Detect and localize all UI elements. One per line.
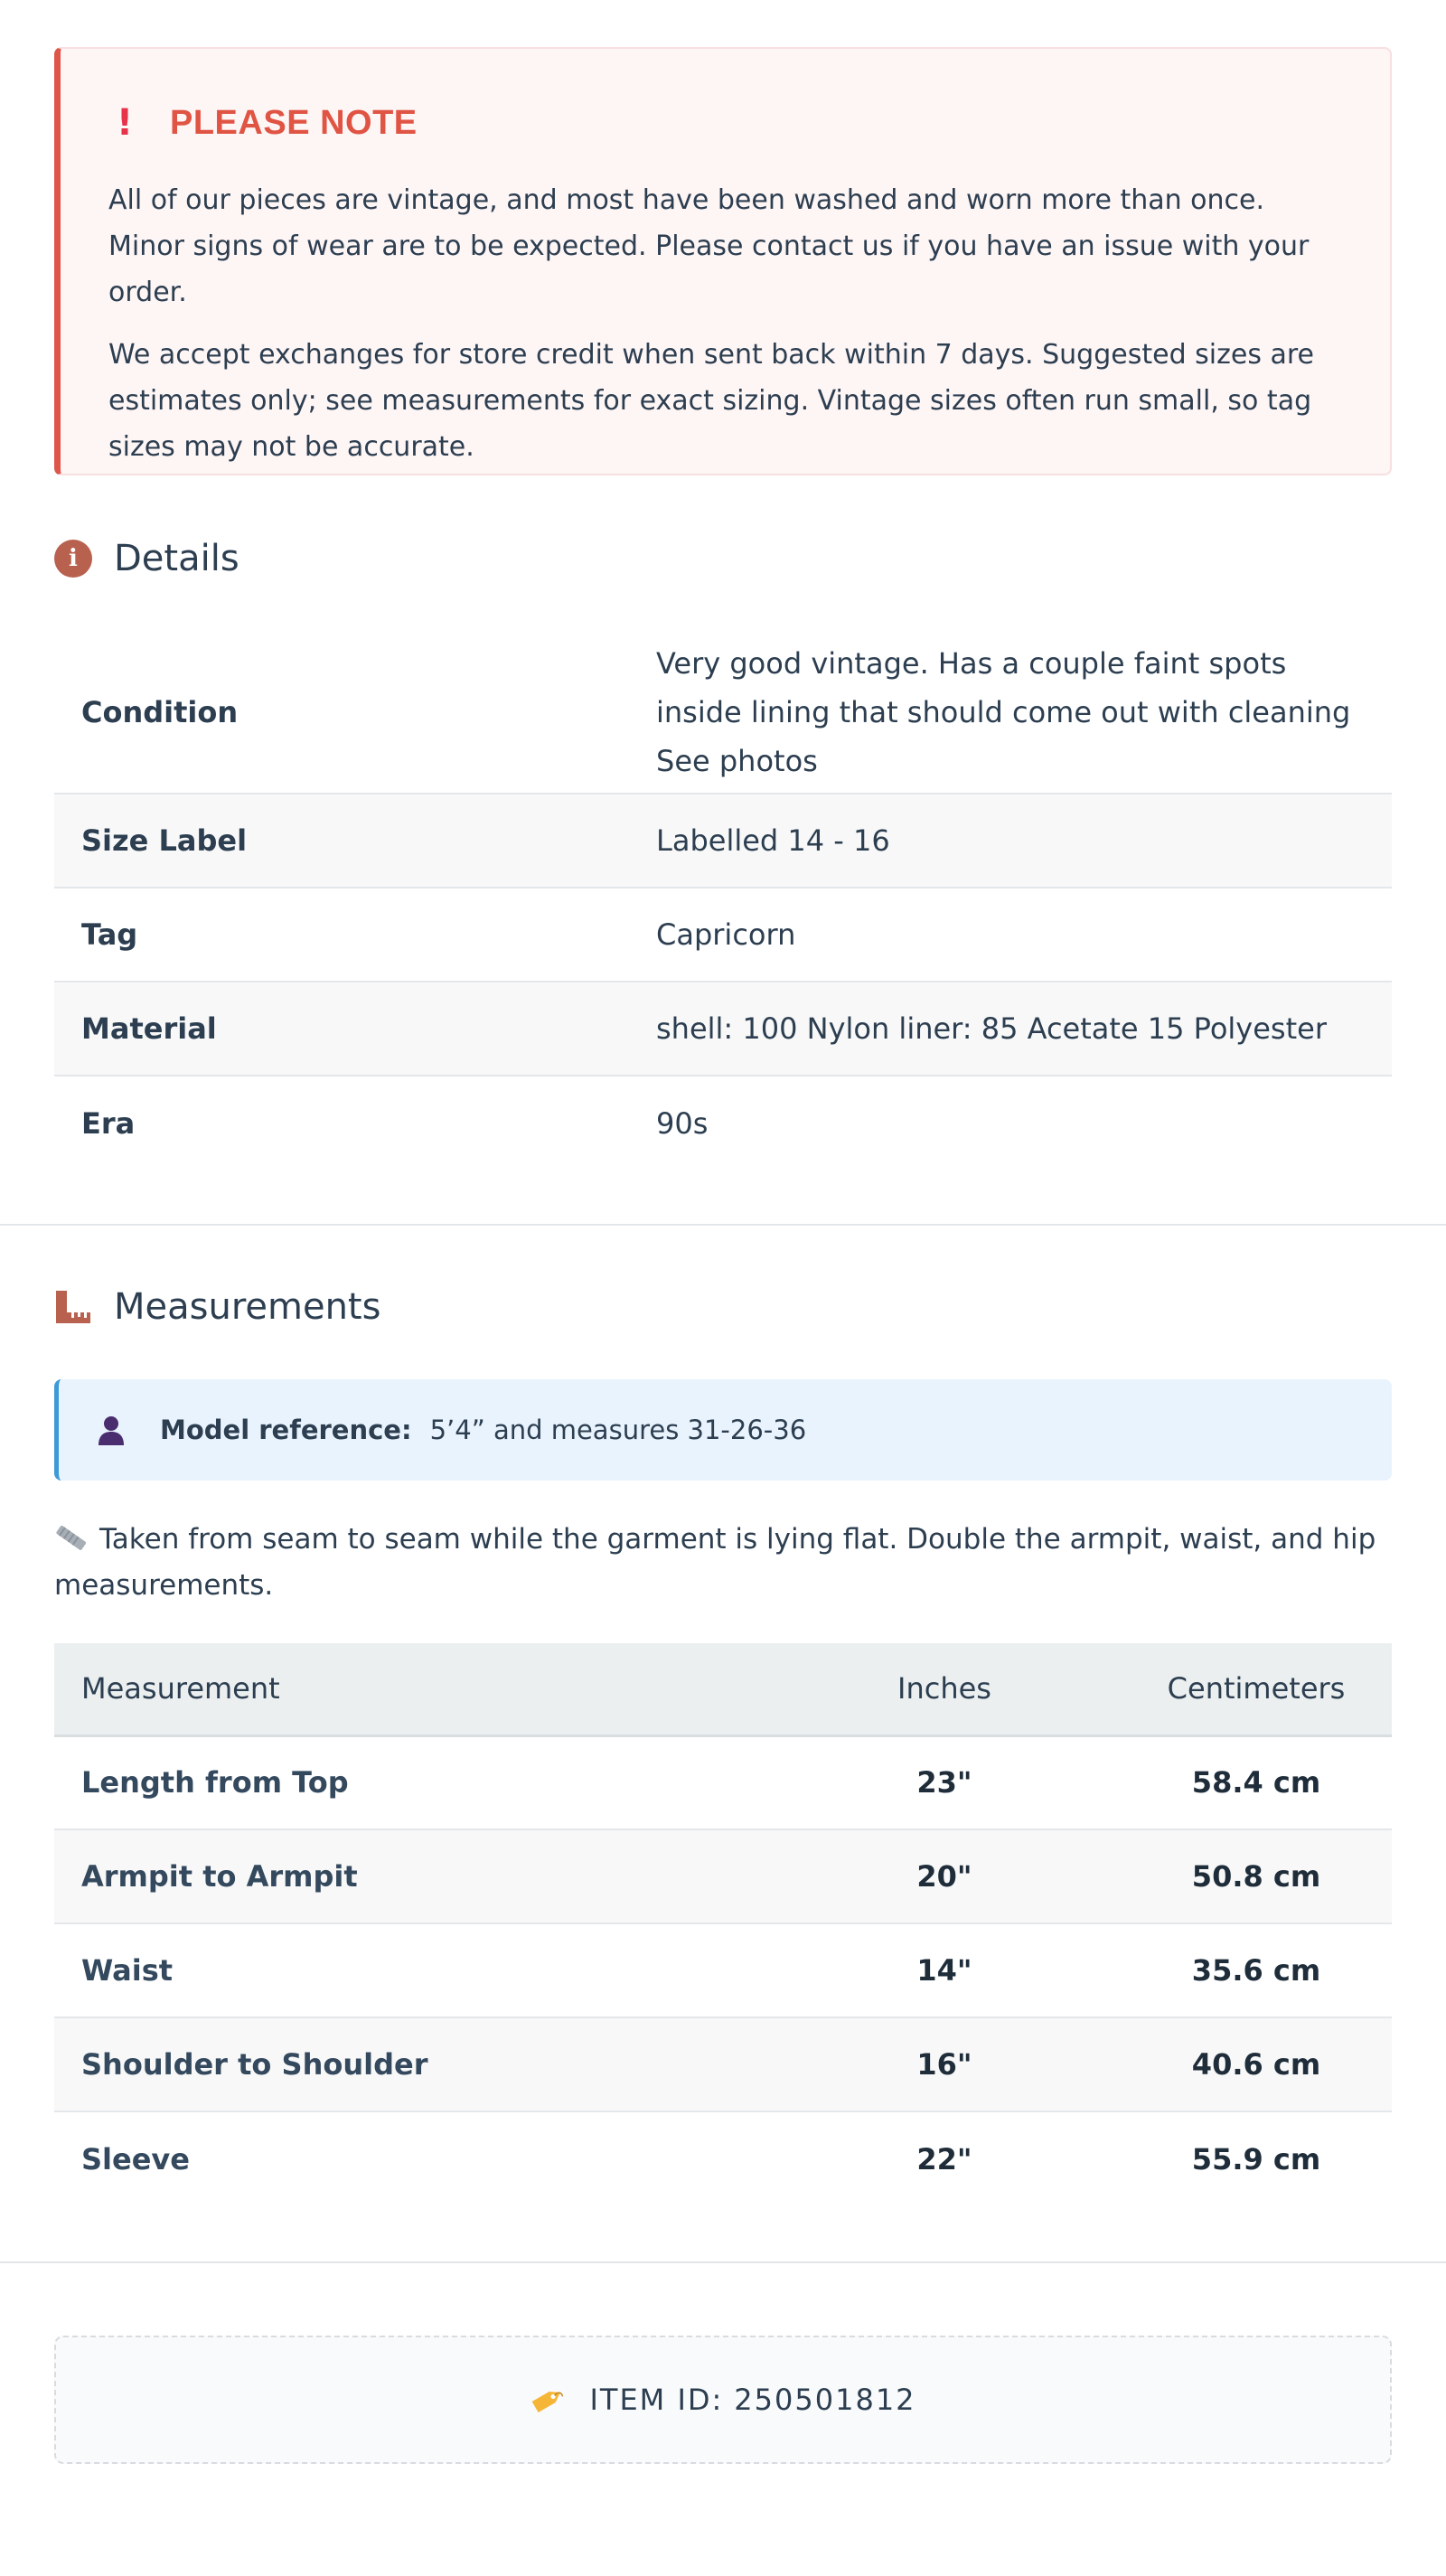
- model-reference-value: 5’4” and measures 31-26-36: [429, 1415, 807, 1445]
- column-header-centimeters: Centimeters: [1121, 1643, 1392, 1735]
- details-row: [54, 982, 1392, 1076]
- measurement-inches: 20": [768, 1829, 1121, 1923]
- details-table: [54, 631, 1392, 1170]
- section-divider: [0, 2261, 1446, 2263]
- table-row: [54, 1923, 1392, 2017]
- measurements-title: Measurements: [114, 1286, 381, 1328]
- table-row: [54, 1735, 1392, 1829]
- measurement-inches: 23": [768, 1735, 1121, 1829]
- table-row: [54, 1829, 1392, 1923]
- details-label: Era: [81, 1105, 136, 1141]
- details-row: [54, 631, 1392, 794]
- details-label: Tag: [54, 888, 656, 982]
- details-value: Capricorn: [656, 888, 1392, 982]
- measurement-cm: 50.8 cm: [1121, 1829, 1392, 1923]
- details-title: Details: [114, 538, 239, 579]
- pencil-icon: [54, 1522, 89, 1553]
- measurement-cm: 40.6 cm: [1121, 2017, 1392, 2111]
- measurement-name: Sleeve: [81, 2141, 190, 2176]
- model-reference-callout: [54, 1379, 1392, 1481]
- measurement-note-text: Taken from seam to seam while the garment is lying flat. Double the armpit, waist, and hip measurements.: [54, 1523, 1376, 1602]
- column-header-inches: Inches: [768, 1643, 1121, 1735]
- details-row: [54, 1076, 1392, 1170]
- measurement-name: Armpit to Armpit: [54, 1829, 768, 1923]
- notice-header: [108, 101, 1345, 145]
- bottom-spacer: [54, 2464, 1392, 2486]
- details-label: Material: [54, 982, 656, 1076]
- details-header: [54, 531, 1392, 586]
- measurement-inches: 16": [768, 2017, 1121, 2111]
- details-value: Labelled 14 - 16: [656, 794, 1392, 888]
- item-id-value: 250501812: [734, 2383, 916, 2417]
- measurement-cm: 55.9 cm: [1191, 2141, 1321, 2176]
- details-row: [54, 888, 1392, 982]
- person-icon: [95, 1414, 127, 1446]
- details-value: 90s: [656, 1105, 709, 1141]
- please-note-notice: [54, 47, 1392, 475]
- notice-paragraph: All of our pieces are vintage, and most have been washed and worn more than once. Minor signs of wear are to be expected. Please contact us if you have an issue with your order.: [108, 184, 1310, 308]
- table-header-row: [54, 1643, 1392, 1735]
- section-divider: [0, 1224, 1446, 1226]
- table-row: [54, 2111, 1392, 2205]
- notice-paragraph: We accept exchanges for store credit when sent back within 7 days. Suggested sizes are estimates only; see measurements for exact sizing. Vintage sizes often run small, so tag sizes may not be accurate.: [108, 339, 1315, 463]
- measurements-header: [54, 1280, 1392, 1334]
- measurement-inches: 22": [916, 2141, 972, 2176]
- measurement-name: Waist: [54, 1923, 768, 2017]
- details-value: Very good vintage. Has a couple faint spots inside lining that should come out with cleaning See photos: [656, 631, 1392, 794]
- measurement-cm: 35.6 cm: [1121, 1923, 1392, 2017]
- info-icon: i: [54, 540, 92, 578]
- details-row: [54, 794, 1392, 888]
- measurements-section: [0, 1280, 1446, 2205]
- tag-icon: [530, 2384, 566, 2415]
- product-info-page: [0, 47, 1446, 1170]
- notice-title: PLEASE NOTE: [170, 103, 418, 142]
- details-value: shell: 100 Nylon liner: 85 Acetate 15 Polyester: [656, 982, 1392, 1076]
- model-reference-label: Model reference:: [160, 1415, 412, 1445]
- details-label: Condition: [54, 631, 656, 794]
- measurement-cm: 58.4 cm: [1121, 1735, 1392, 1829]
- measurements-table: [54, 1643, 1392, 2205]
- column-header-measurement: Measurement: [54, 1643, 768, 1735]
- measurement-note: [54, 1517, 1392, 1609]
- exclamation-icon: !: [116, 102, 134, 144]
- measurement-name: Shoulder to Shoulder: [54, 2017, 768, 2111]
- measurement-inches: 14": [768, 1923, 1121, 2017]
- item-id-box: [54, 2336, 1392, 2464]
- measurement-name: Length from Top: [54, 1735, 768, 1829]
- item-id-label: ITEM ID:: [589, 2383, 724, 2417]
- ruler-icon: [54, 1289, 92, 1325]
- details-label: Size Label: [54, 794, 656, 888]
- item-id-section: [0, 2336, 1446, 2486]
- table-row: [54, 2017, 1392, 2111]
